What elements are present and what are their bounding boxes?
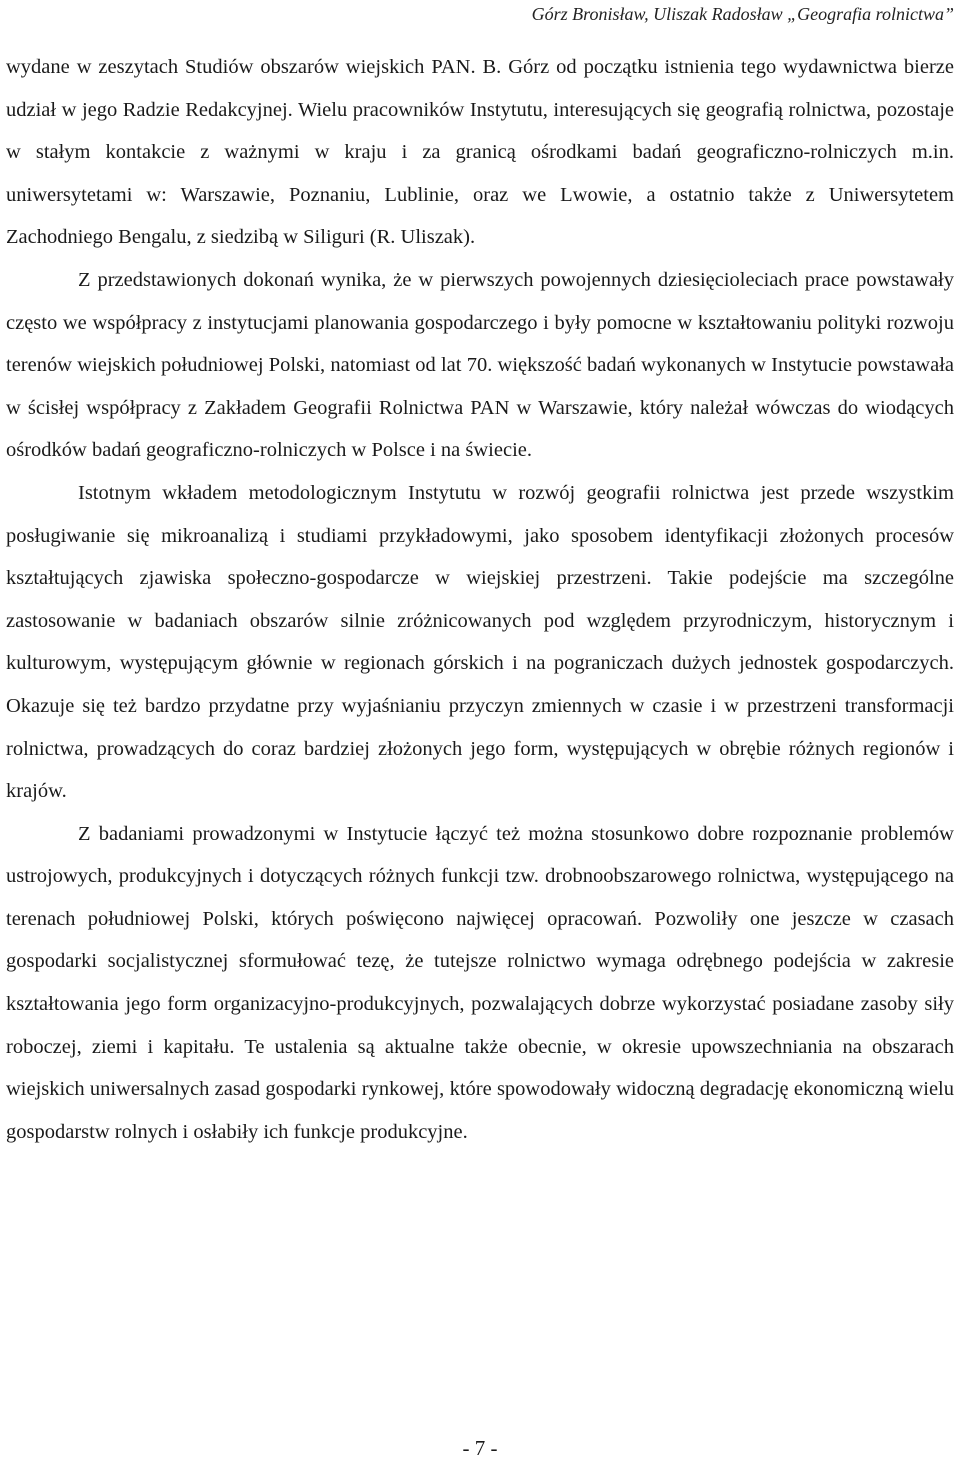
paragraph: Z przedstawionych dokonań wynika, że w pierwszych powojennych dziesięcioleciach prace powstawały często we współpracy z instytucjami planowania gospodarczego i były pomocne w kształtowaniu polityki rozwoju terenów wiejskich południowej Polski, natomiast od lat 70. większość badań wykonanych w Instytucie powstawała w ścisłej współpracy z Zakładem Geografii Rolnictwa PAN w Warszawie, który należał wówczas do wiodących ośrodków badań geograficzno-rolniczych w Polsce i na świecie. [6,268,954,462]
paragraph: Istotnym wkładem metodologicznym Instytutu w rozwój geografii rolnictwa jest przede wszystkim posługiwanie się mikroanalizą i studiami przykładowymi, jako sposobem identyfikacji złożonych procesów kształtujących zjawiska społeczno-gospodarcze w wiejskiej przestrzeni. Takie podejście ma szczególne zastosowanie w badaniach obszarów silnie zróżnicowanych pod względem przyrodniczym, historycznym i kulturowym, występującym głównie w regionach górskich i na pograniczach dużych jednostek gospodarczych. Okazuje się też bardzo przydatne przy wyjaśnianiu przyczyn zmiennych w czasie i w przestrzeni transformacji rolnictwa, prowadzących do coraz bardziej złożonych jego form, występujących w obrębie różnych regionów i krajów. [6,481,954,803]
paragraph: Z badaniami prowadzonymi w Instytucie łączyć też można stosunkowo dobre rozpoznanie problemów ustrojowych, produkcyjnych i dotyczących różnych funkcji tzw. drobnoobszarowego rolnictwa, występującego na terenach południowej Polski, których poświęcono najwięcej opracowań. Pozwoliły one jeszcze w czasach gospodarki socjalistycznej sformułować tezę, że tutejsze rolnictwo wymaga odrębnego podejścia w zakresie kształtowania jego form organizacyjno-produkcyjnych, pozwalających dobrze wykorzystać posiadane zasoby siły roboczej, ziemi i kapitału. Te ustalenia są aktualne także obecnie, w okresie upowszechniania na obszarach wiejskich uniwersalnych zasad gospodarki rynkowej, które spowodowały widoczną degradację ekonomiczną wielu gospodarstw rolnych i osłabiły ich funkcje produkcyjne. [6,822,954,1143]
page-number: - 7 - [462,1436,498,1460]
running-header: Górz Bronisław, Uliszak Radosław „Geografia rolnictwa” [531,4,954,24]
body-text [6,46,954,1153]
paragraph-continuation: wydane w zeszytach Studiów obszarów wiejskich PAN. B. Górz od początku istnienia tego wydawnictwa bierze udział w jego Radzie Redakcyjnej. Wielu pracowników Instytutu, interesujących się geografią rolnictwa, pozostaje w stałym kontakcie z ważnymi w kraju i za granicą ośrodkami badań geograficzno-rolniczych m.in. uniwersytetami w: Warszawie, Poznaniu, Lublinie, oraz we Lwowie, a ostatnio także z Uniwersytetem Zachodniego Bengalu, z siedzibą w Siliguri (R. Uliszak). [6,56,954,249]
